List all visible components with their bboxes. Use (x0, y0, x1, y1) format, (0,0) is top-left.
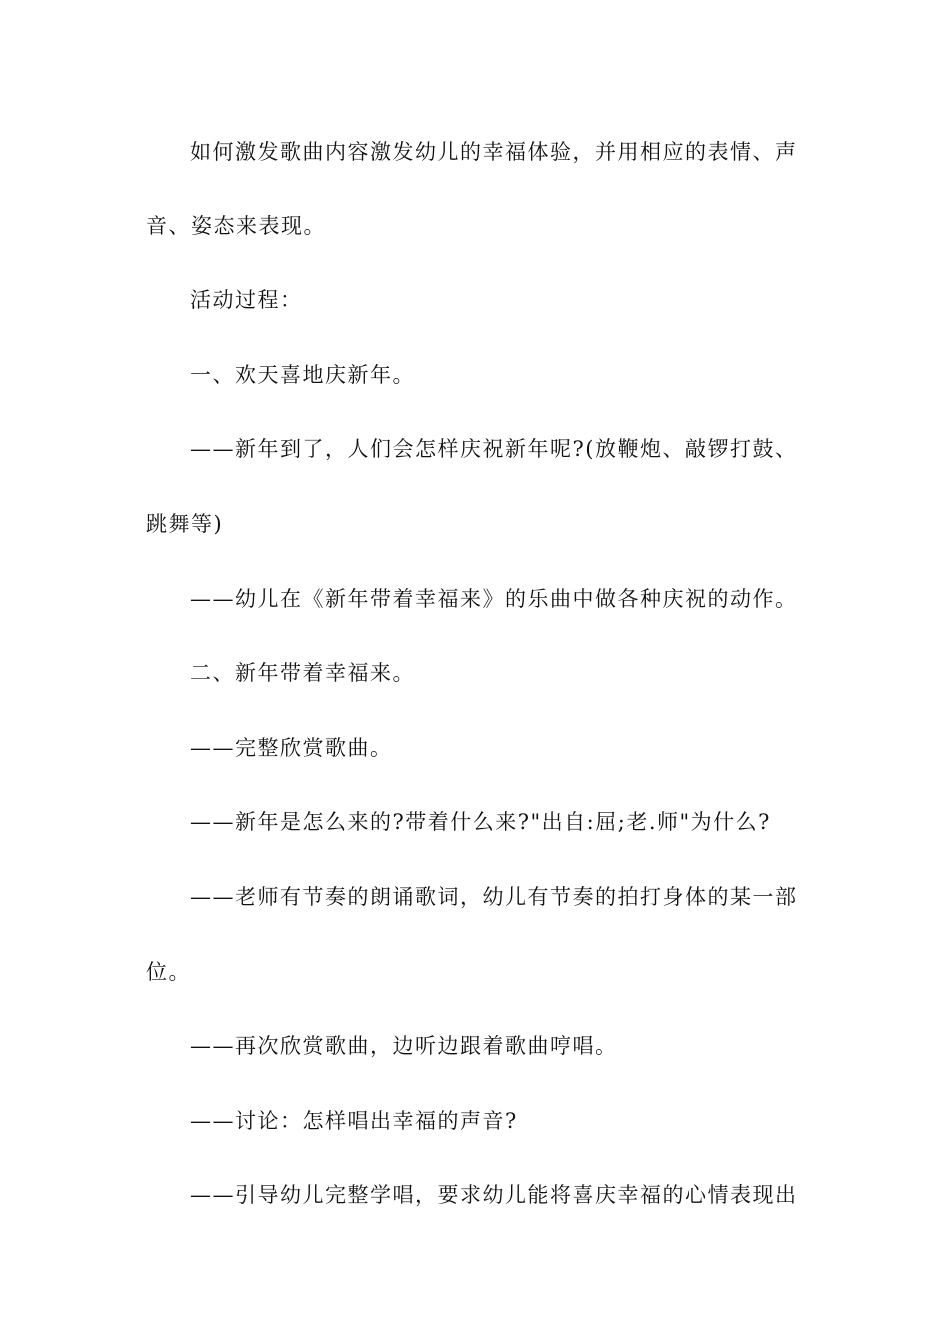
paragraph-line-12: 位。 (146, 960, 191, 984)
paragraph-line-9: ——完整欣赏歌曲。 (190, 736, 393, 760)
paragraph-line-15: ——引导幼儿完整学唱，要求幼儿能将喜庆幸福的心情表现出 (190, 1183, 798, 1207)
section-heading-2: 二、新年带着幸福来。 (190, 661, 415, 685)
paragraph-line-7: ——幼儿在《新年带着幸福来》的乐曲中做各种庆祝的动作。 (190, 587, 798, 611)
paragraph-line-2: 音、姿态来表现。 (146, 214, 326, 238)
paragraph-line-6: 跳舞等) (146, 512, 224, 536)
section-heading-1: 一、欢天喜地庆新年。 (190, 363, 415, 387)
paragraph-line-13: ——再次欣赏歌曲，边听边跟着歌曲哼唱。 (190, 1034, 618, 1058)
paragraph-line-10: ——新年是怎么来的?带着什么来?"出自:屈;老.师"为什么? (190, 810, 771, 834)
paragraph-line-5: ——新年到了，人们会怎样庆祝新年呢?(放鞭炮、敲锣打鼓、 (190, 437, 798, 461)
paragraph-line-1: 如何激发歌曲内容激发幼儿的幸福体验，并用相应的表情、声 (190, 140, 798, 164)
section-heading-process: 活动过程： (190, 288, 303, 312)
paragraph-line-14: ——讨论：怎样唱出幸福的声音? (190, 1109, 518, 1133)
paragraph-line-11: ——老师有节奏的朗诵歌词，幼儿有节奏的拍打身体的某一部 (190, 885, 798, 909)
